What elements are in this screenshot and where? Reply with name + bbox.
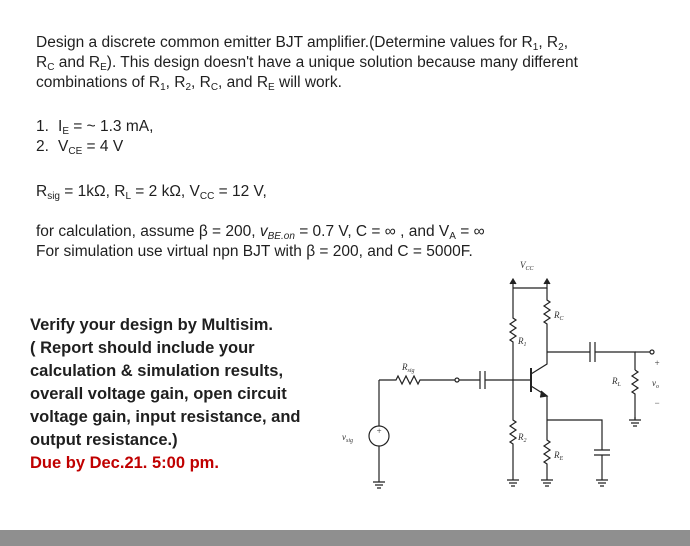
re-label: $R_E$ — [554, 450, 564, 462]
rl-label: $R_L$ — [612, 376, 621, 388]
verify-line: ( Report should include your — [30, 339, 255, 357]
given-values: $R_{sig} = 1k\Omega$, $R_L = 2$ kΩ, $V_{CC} = 12$ V, — [36, 183, 267, 202]
due-date: Due by Dec.21. 5:00 pm. — [30, 454, 219, 472]
vo-label: $v_o$ — [652, 378, 659, 390]
verify-line: voltage gain, input resistance, and — [30, 408, 301, 426]
spec-item-ie: 1. $I_E$ = ~ 1.3 mA, — [36, 118, 154, 137]
output-capacitor — [590, 342, 595, 362]
intro-line-1: Design a discrete common emitter BJT amplifier.(Determine values for $R_1$, $R_2$, — [36, 34, 568, 53]
rsig-resistor — [379, 376, 455, 384]
rl-resistor — [632, 370, 638, 420]
verify-line: overall voltage gain, open circuit — [30, 385, 287, 403]
input-capacitor — [455, 371, 513, 389]
rc-label: $R_C$ — [554, 310, 564, 322]
spec-item-vce: 2. $V_{CE} = 4$ V — [36, 138, 124, 157]
calc-assumptions: for calculation, assume β = 200, $v_{BE.on} = 0.7$ V, C = ∞ , and $V_A$ = ∞ — [36, 223, 485, 242]
simulation-note: For simulation use virtual npn BJT with β = 200, and C = 5000F. — [36, 243, 473, 260]
intro-line-3: combinations of $R_1$, $R_2$, $R_C$, and $R_E$ will work. — [36, 74, 342, 93]
vsig-plus-sign: + — [376, 426, 383, 436]
r1-label: $R_1$ — [518, 336, 527, 348]
verify-line: output resistance.) — [30, 431, 178, 449]
ce-amplifier-schematic — [330, 250, 675, 510]
intro-line-2: $R_C$ and $R_E$). This design doesn't have a unique solution because many different — [36, 54, 578, 73]
verify-line: calculation & simulation results, — [30, 362, 284, 380]
re-resistor — [544, 404, 550, 480]
verify-line: Verify your design by Multisim. — [30, 316, 273, 334]
rsig-label: $R_{sig}$ — [402, 362, 415, 374]
verify-instructions — [30, 314, 330, 475]
vo-plus-sign: + — [654, 358, 661, 368]
vcc-rail — [513, 282, 547, 288]
vsig-label: $v_{sig}$ — [342, 432, 354, 444]
vcc-label: $V_{CC}$ — [520, 260, 534, 272]
r2-label: $R_2$ — [518, 432, 527, 444]
vo-minus-sign: − — [654, 398, 661, 408]
r1-resistor — [510, 288, 516, 352]
bottom-bar — [0, 530, 690, 546]
rc-resistor — [544, 288, 550, 352]
r2-resistor — [510, 380, 516, 480]
